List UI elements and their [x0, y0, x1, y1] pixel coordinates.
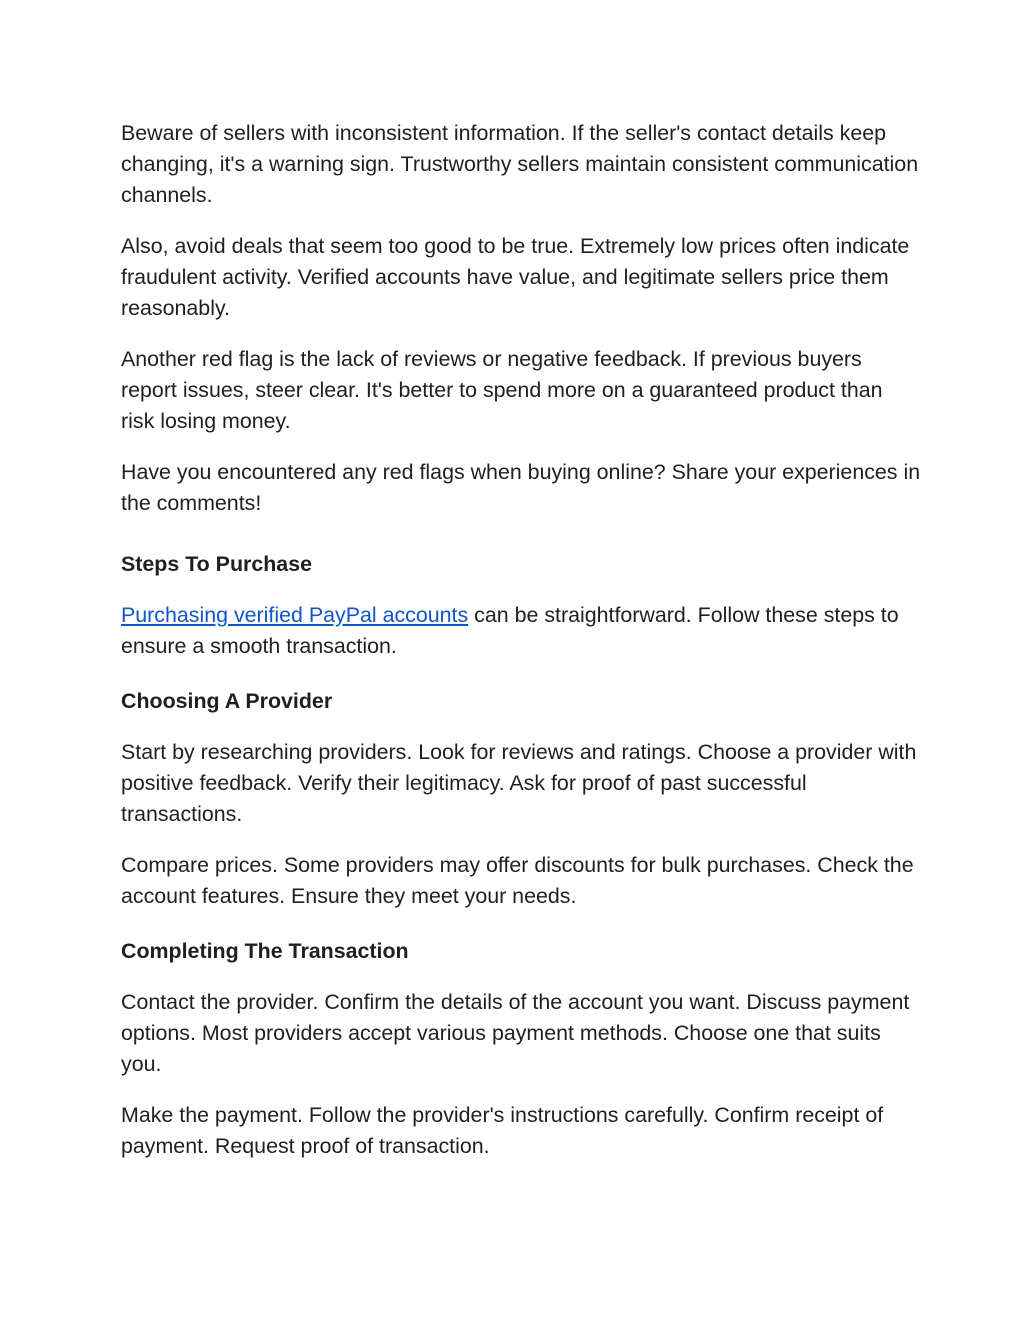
heading-steps-to-purchase: Steps To Purchase: [121, 552, 312, 576]
paragraph-compare-prices: Compare prices. Some providers may offer discounts for bulk purchases. Check the account features. Ensure they meet your needs.: [121, 853, 914, 908]
heading-choosing-provider: Choosing A Provider: [121, 689, 333, 713]
paragraph-research-providers: Start by researching providers. Look for reviews and ratings. Choose a provider with positive feedback. Verify their legitimacy. Ask for proof of past successful transactions.: [121, 740, 917, 826]
paragraph-share-experiences: Have you encountered any red flags when buying online? Share your experiences in the comments!: [121, 460, 921, 515]
paypal-accounts-link[interactable]: Purchasing verified PayPal accounts: [121, 603, 469, 627]
document-page: [121, 118, 921, 1162]
heading-completing-transaction: Completing The Transaction: [121, 939, 409, 963]
paragraph-steps-intro: [121, 600, 921, 662]
paragraph-inconsistent-info: Beware of sellers with inconsistent information. If the seller's contact details keep changing, it's a warning sign. Trustworthy sellers maintain consistent communication channels.: [121, 121, 919, 207]
paragraph-contact-provider: Contact the provider. Confirm the details of the account you want. Discuss payment options. Most providers accept various payment methods. Choose one that suits you.: [121, 990, 910, 1076]
paragraph-make-payment: Make the payment. Follow the provider's instructions carefully. Confirm receipt of payment. Request proof of transaction.: [121, 1103, 884, 1158]
paragraph-reviews-red-flag: Another red flag is the lack of reviews or negative feedback. If previous buyers report issues, steer clear. It's better to spend more on a guaranteed product than risk losing money.: [121, 347, 883, 433]
steps-intro-text: can be straightforward. Follow these steps to ensure a smooth transaction.: [121, 603, 899, 658]
paragraph-too-good-deals: Also, avoid deals that seem too good to be true. Extremely low prices often indicate fraudulent activity. Verified accounts have value, and legitimate sellers price them reasonably.: [121, 234, 910, 320]
